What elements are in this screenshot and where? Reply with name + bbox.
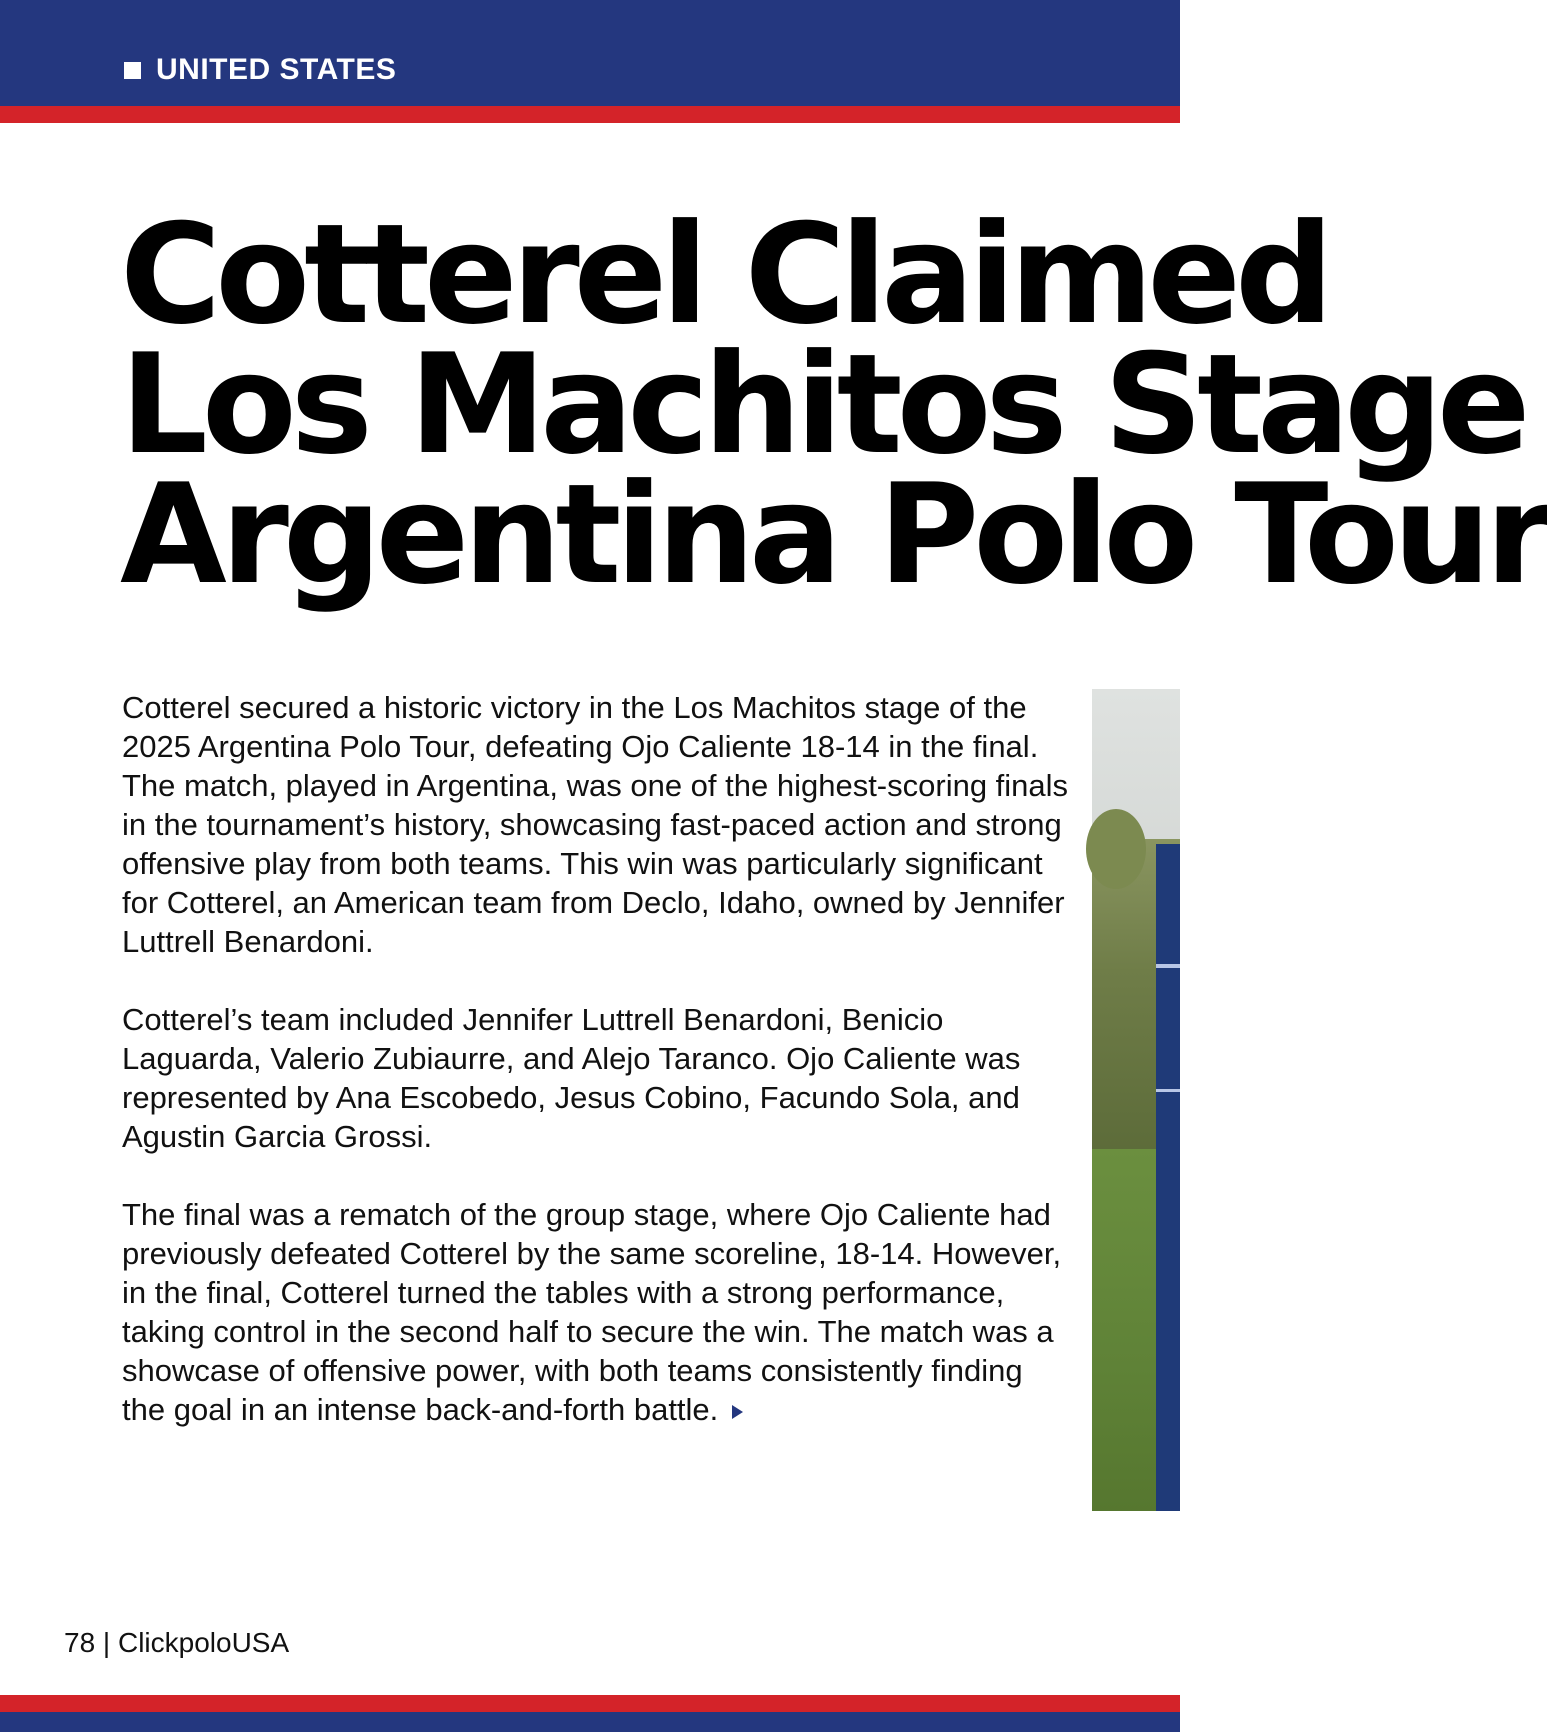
footer-band: [0, 1712, 1180, 1732]
square-bullet-icon: [124, 62, 141, 79]
article-paragraph-1: Cotterel secured a historic victory in the Los Machitos stage of the 2025 Argentina Polo Tour, defeating Ojo Caliente 18-14 in the final. The match, played in Argentina, was one of the highest-scoring finals in the tournament’s history, showcasing fast-paced action and strong offensive play from both teams. This win was particularly significant for Cotterel, an American team from Declo, Idaho, owned by Jennifer Luttrell Benardoni.: [122, 690, 1069, 959]
article-photo: [1092, 689, 1180, 1511]
article-headline: [120, 194, 1547, 615]
article-paragraph-2: Cotterel’s team included Jennifer Luttrell Benardoni, Benicio Laguarda, Valerio Zubiaurre, and Alejo Taranco. Ojo Caliente was represented by Ana Escobedo, Jesus Cobino, Facundo Sola, and Agustin Garcia Grossi.: [122, 1002, 1021, 1154]
headline-line-3: Argentina Polo Tour: [120, 454, 1547, 615]
section-label: [124, 50, 396, 90]
section-label-text: UNITED STATES: [156, 53, 397, 86]
article-body: [122, 688, 1072, 1468]
headline-line-2: Los Machitos Stage: [120, 324, 1525, 485]
triangle-right-icon: [732, 1405, 743, 1419]
headline-line-1: Cotterel Claimed: [120, 194, 1328, 355]
header-red-stripe: [0, 106, 1180, 123]
page-footer-label: 78 | ClickpoloUSA: [64, 1627, 290, 1658]
footer-red-stripe: [0, 1695, 1180, 1712]
article-paragraph-3-text: The final was a rematch of the group stage, where Ojo Caliente had previously defeated Cotterel by the same scoreline, 18-14. However, in the final, Cotterel turned the tables with a strong performance, taking control in the second half to secure the win. The match was a showcase of offensive power, with both teams consistently finding the goal in an intense back-and-forth battle.: [122, 1197, 1062, 1427]
article-paragraph-3: [122, 1195, 1072, 1429]
